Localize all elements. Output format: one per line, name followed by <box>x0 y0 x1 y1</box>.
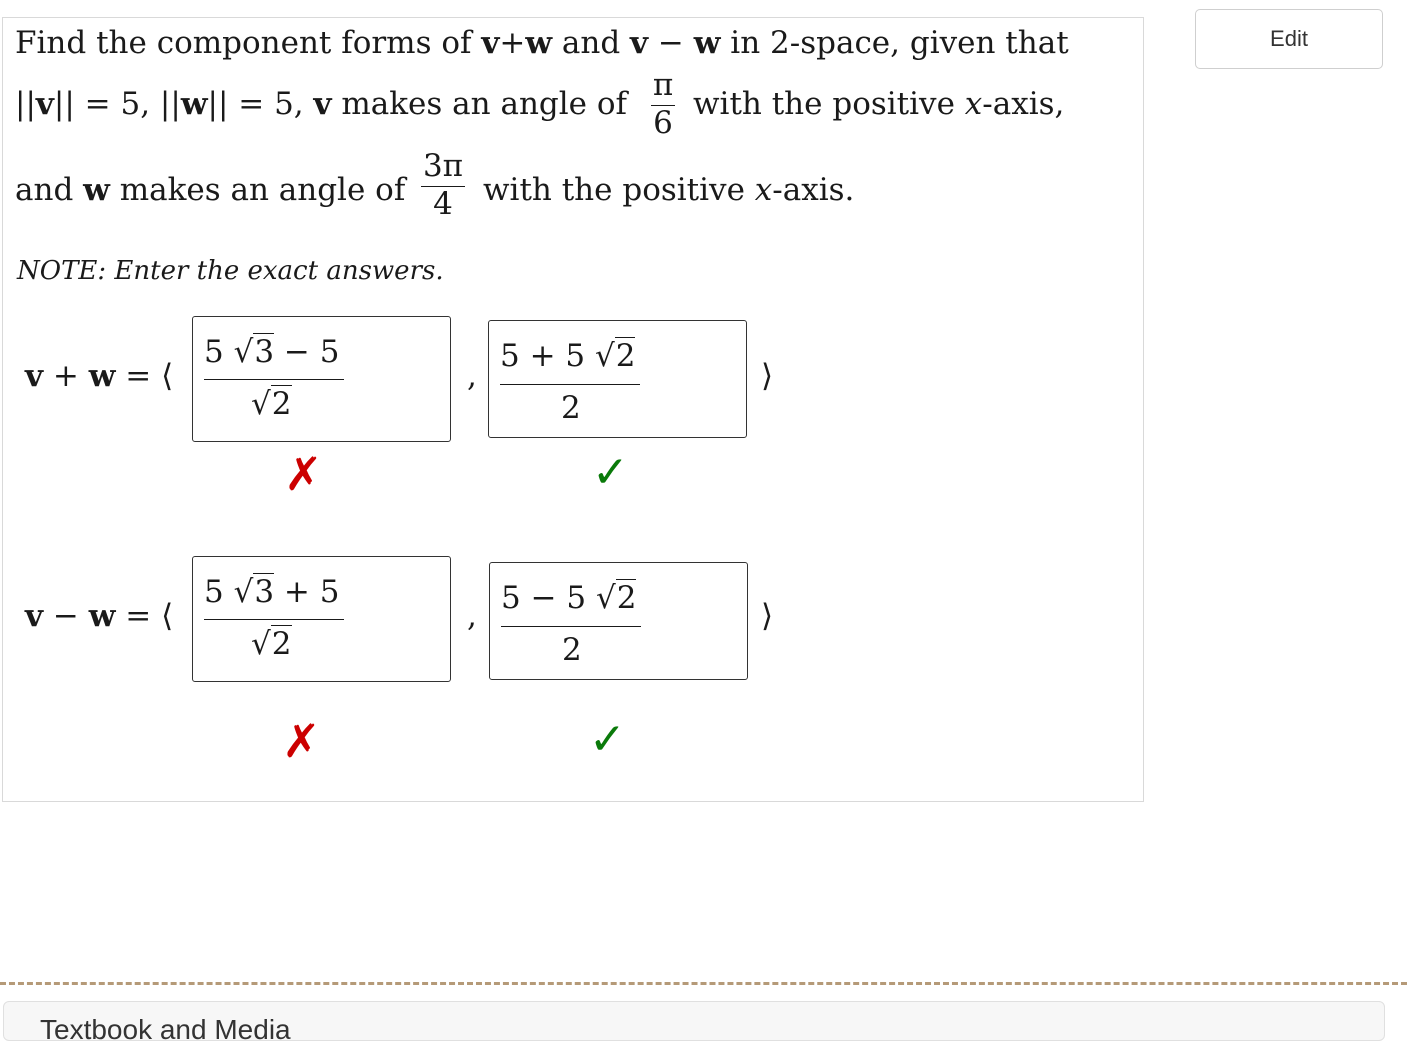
radicand: 2 <box>615 338 636 374</box>
vector-w: w <box>525 25 553 61</box>
question-text: makes an angle of <box>109 172 406 208</box>
edit-button[interactable]: Edit <box>1195 9 1383 69</box>
vector-v: v <box>25 358 44 394</box>
fraction-denominator: 6 <box>651 105 675 139</box>
fraction-bar <box>500 384 640 385</box>
difference-y-answer-field[interactable] <box>489 562 748 680</box>
section-divider <box>0 982 1407 985</box>
fraction-denominator: √2 <box>251 386 292 422</box>
fraction-denominator: √2 <box>251 626 292 662</box>
fraction-numerator: 5 + 5 √2 <box>500 338 636 374</box>
vector-w: w <box>83 172 110 208</box>
difference-label <box>25 598 173 634</box>
plus-sign: + <box>499 25 526 61</box>
fraction-numerator: 3π <box>422 148 464 184</box>
fraction-bar <box>204 379 344 380</box>
fraction-numerator: 5 − 5 √2 <box>501 580 637 616</box>
question-text: and <box>552 25 631 61</box>
norm-bars: || <box>15 86 36 122</box>
fraction-numerator: 5 √3 − 5 <box>204 334 340 370</box>
question-text: with the positive <box>693 86 965 122</box>
radicand: 2 <box>616 580 637 616</box>
question-text: -axis. <box>772 172 855 208</box>
fraction-numerator: 5 √3 + 5 <box>204 574 340 610</box>
question-text: Find the component forms of <box>15 25 482 61</box>
open-angle-bracket: = ⟨ <box>115 358 174 394</box>
correct-check-icon: ✓ <box>589 714 626 765</box>
question-panel <box>2 17 1144 802</box>
vector-w: w <box>88 598 116 634</box>
note-text: NOTE: Enter the exact answers. <box>17 256 444 286</box>
fraction-denominator: 4 <box>421 186 465 220</box>
minus-sign: − <box>43 598 89 634</box>
vector-w: w <box>88 358 116 394</box>
comma: , <box>467 358 477 394</box>
question-text: -axis, <box>982 86 1065 122</box>
question-line-2 <box>15 86 627 122</box>
vector-w: w <box>180 86 208 122</box>
fraction-bar <box>501 626 641 627</box>
angle-fraction-pi-6 <box>651 67 675 141</box>
vector-v: v <box>313 86 332 122</box>
question-text: makes an angle of <box>331 86 627 122</box>
fraction-numerator: π <box>652 67 674 103</box>
difference-x-answer-field[interactable] <box>192 556 451 682</box>
variable-x: x <box>964 86 983 122</box>
numerator-text: 5 − 5 <box>501 580 596 616</box>
radicand: 2 <box>271 626 292 662</box>
question-line-3 <box>15 172 406 208</box>
radicand: 3 <box>254 574 275 610</box>
vector-v: v <box>35 86 54 122</box>
numerator-tail: + 5 <box>274 574 340 610</box>
numerator-text: 5 + 5 <box>500 338 595 374</box>
question-text: in 2-space, given that <box>720 25 1069 61</box>
vector-w: w <box>693 25 721 61</box>
radicand: 3 <box>254 334 275 370</box>
question-text: with the positive <box>483 172 755 208</box>
fraction-denominator: 2 <box>562 632 582 668</box>
radicand: 2 <box>271 386 292 422</box>
close-angle-bracket: ⟩ <box>761 598 774 634</box>
variable-x: x <box>754 172 773 208</box>
incorrect-x-icon: ✗ <box>284 447 323 501</box>
vector-v: v <box>481 25 500 61</box>
correct-check-icon: ✓ <box>592 447 629 498</box>
question-line-3-tail <box>483 172 855 208</box>
close-angle-bracket: ⟩ <box>761 358 774 394</box>
incorrect-x-icon: ✗ <box>282 714 321 768</box>
question-line-2-tail <box>693 86 1065 122</box>
fraction-bar <box>204 619 344 620</box>
vector-v: v <box>25 598 44 634</box>
open-angle-bracket: = ⟨ <box>115 598 174 634</box>
question-text: || = 5, || <box>53 86 181 122</box>
vector-v: v <box>630 25 649 61</box>
sum-y-answer-field[interactable] <box>488 320 747 438</box>
minus-sign: − <box>648 25 694 61</box>
sum-label <box>25 358 173 394</box>
question-text: || = 5, <box>207 86 314 122</box>
coefficient: 5 <box>204 574 234 610</box>
numerator-tail: − 5 <box>274 334 340 370</box>
coefficient: 5 <box>204 334 234 370</box>
comma: , <box>467 598 477 634</box>
fraction-denominator: 2 <box>561 390 581 426</box>
question-line-1 <box>15 25 1069 61</box>
question-text: and <box>15 172 84 208</box>
textbook-media-label: Textbook and Media <box>40 1014 291 1041</box>
textbook-media-card[interactable] <box>3 1001 1385 1041</box>
plus-sign: + <box>43 358 89 394</box>
sum-x-answer-field[interactable] <box>192 316 451 442</box>
angle-fraction-3pi-4 <box>421 148 465 222</box>
